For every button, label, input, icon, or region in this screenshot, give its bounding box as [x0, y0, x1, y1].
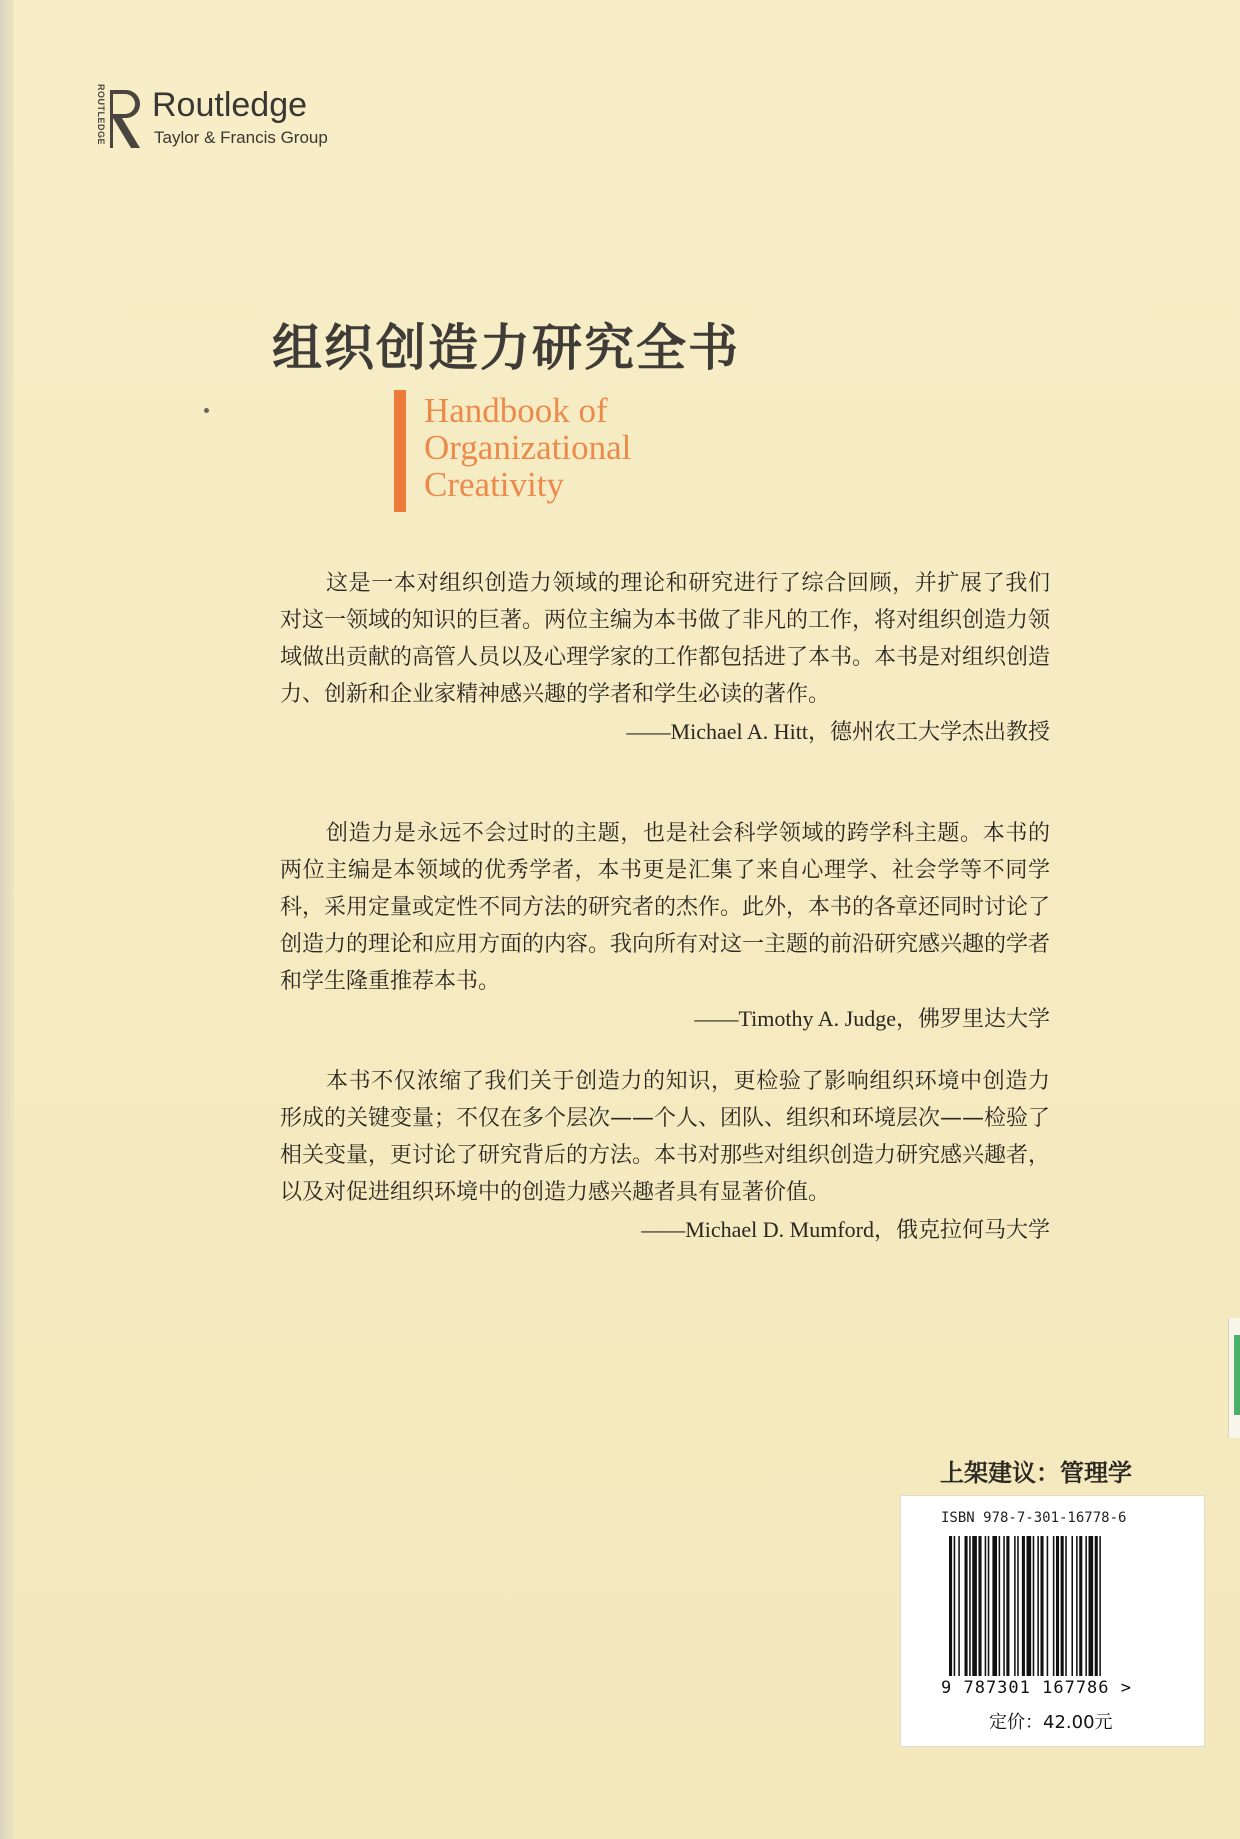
endorsement: [280, 815, 1050, 1037]
endorsement-attribution: ——Michael A. Hitt，德州农工大学杰出教授: [626, 719, 1050, 744]
endorsement-text: 这是一本对组织创造力领域的理论和研究进行了综合回顾，并扩展了我们对这一领域的知识的巨著。两位主编为本书做了非凡的工作，将对组织创造力领域做出贡献的高管人员以及心理学家的工作都包括进了本书。本书是对组织创造力、创新和企业家精神感兴趣的学者和学生必读的著作。: [280, 571, 1051, 707]
barcode-bar: [1040, 1536, 1043, 1676]
barcode-bar: [1027, 1536, 1032, 1676]
barcode-bar: [1065, 1536, 1067, 1676]
barcode-bar: [1033, 1536, 1035, 1676]
price-label: 定价：42.00元: [989, 1712, 1113, 1733]
publisher-vertical-mark: ROUTLEDGE: [96, 84, 106, 146]
barcode-bar: [1022, 1536, 1025, 1676]
english-title-line: Handbook of: [424, 391, 608, 430]
barcode-bar: [1053, 1536, 1055, 1676]
barcode-bar: [1071, 1536, 1073, 1676]
book-title-english: [424, 392, 724, 503]
barcode-bar: [1061, 1536, 1064, 1676]
title-accent-bar: [394, 390, 406, 512]
library-label-stripe: [1234, 1335, 1240, 1415]
endorsement-attribution: ——Michael D. Mumford，俄克拉何马大学: [641, 1217, 1050, 1242]
barcode-bar: [1089, 1536, 1094, 1676]
barcode-digits: 9 787301 167786 >: [941, 1678, 1132, 1698]
barcode-bar: [999, 1536, 1001, 1676]
barcode-bar: [992, 1536, 997, 1676]
shelf-suggestion: 上架建议：管理学: [940, 1459, 1132, 1487]
barcode-bar: [1095, 1536, 1098, 1676]
english-title-line: Creativity: [424, 465, 564, 504]
barcode-bar: [954, 1536, 956, 1676]
endorsement-attribution: ——Timothy A. Judge，佛罗里达大学: [694, 1006, 1050, 1031]
barcode-bar: [1079, 1536, 1082, 1676]
barcode-sticker: [900, 1495, 1205, 1747]
barcode-bar: [972, 1536, 977, 1676]
barcode-bar: [1006, 1536, 1009, 1676]
barcode-bar: [949, 1536, 952, 1676]
barcode-bar: [1099, 1536, 1101, 1676]
barcode-bar: [1056, 1536, 1059, 1676]
barcode-bar: [978, 1536, 981, 1676]
barcode-bar: [988, 1536, 990, 1676]
barcode-bar: [1003, 1536, 1005, 1676]
barcode-bar: [1047, 1536, 1049, 1676]
endorsement: [280, 565, 1050, 750]
print-speck: [204, 408, 209, 413]
barcode-bar: [969, 1536, 971, 1676]
publisher-name: Routledge: [152, 86, 308, 124]
barcode-bar: [985, 1536, 987, 1676]
endorsement-text: 本书不仅浓缩了我们关于创造力的知识，更检验了影响组织环境中创造力形成的关键变量；不仅在多个层次——个人、团队、组织和环境层次——检验了相关变量，更讨论了研究背后的方法。本书对那些对组织创造力研究感兴趣者，以及对促进组织环境中的创造力感兴趣者具有显著价值。: [280, 1069, 1051, 1205]
publisher-group: Taylor & Francis Group: [154, 128, 328, 147]
barcode-bar: [1017, 1536, 1019, 1676]
barcode-image: [949, 1536, 1149, 1676]
isbn-label: ISBN 978-7-301-16778-6: [941, 1510, 1127, 1526]
barcode-bar: [1076, 1536, 1078, 1676]
barcode-bar: [1037, 1536, 1039, 1676]
barcode-bar: [958, 1536, 960, 1676]
endorsement-text: 创造力是永远不会过时的主题，也是社会科学领域的跨学科主题。本书的两位主编是本领域的优秀学者，本书更是汇集了来自心理学、社会学等不同学科，采用定量或定性不同方法的研究者的杰作。此外，本书的各章还同时讨论了创造力的理论和应用方面的内容。我向所有对这一主题的前沿研究感兴趣的学者和学生隆重推荐本书。: [280, 821, 1051, 994]
barcode-bar: [965, 1536, 968, 1676]
endorsement: [280, 1063, 1050, 1248]
barcode-bar: [1014, 1536, 1016, 1676]
spine-edge: [0, 0, 14, 1839]
barcode-bar: [1085, 1536, 1087, 1676]
book-title-chinese: 组织创造力研究全书: [272, 319, 740, 377]
english-title-line: Organizational: [424, 428, 632, 467]
